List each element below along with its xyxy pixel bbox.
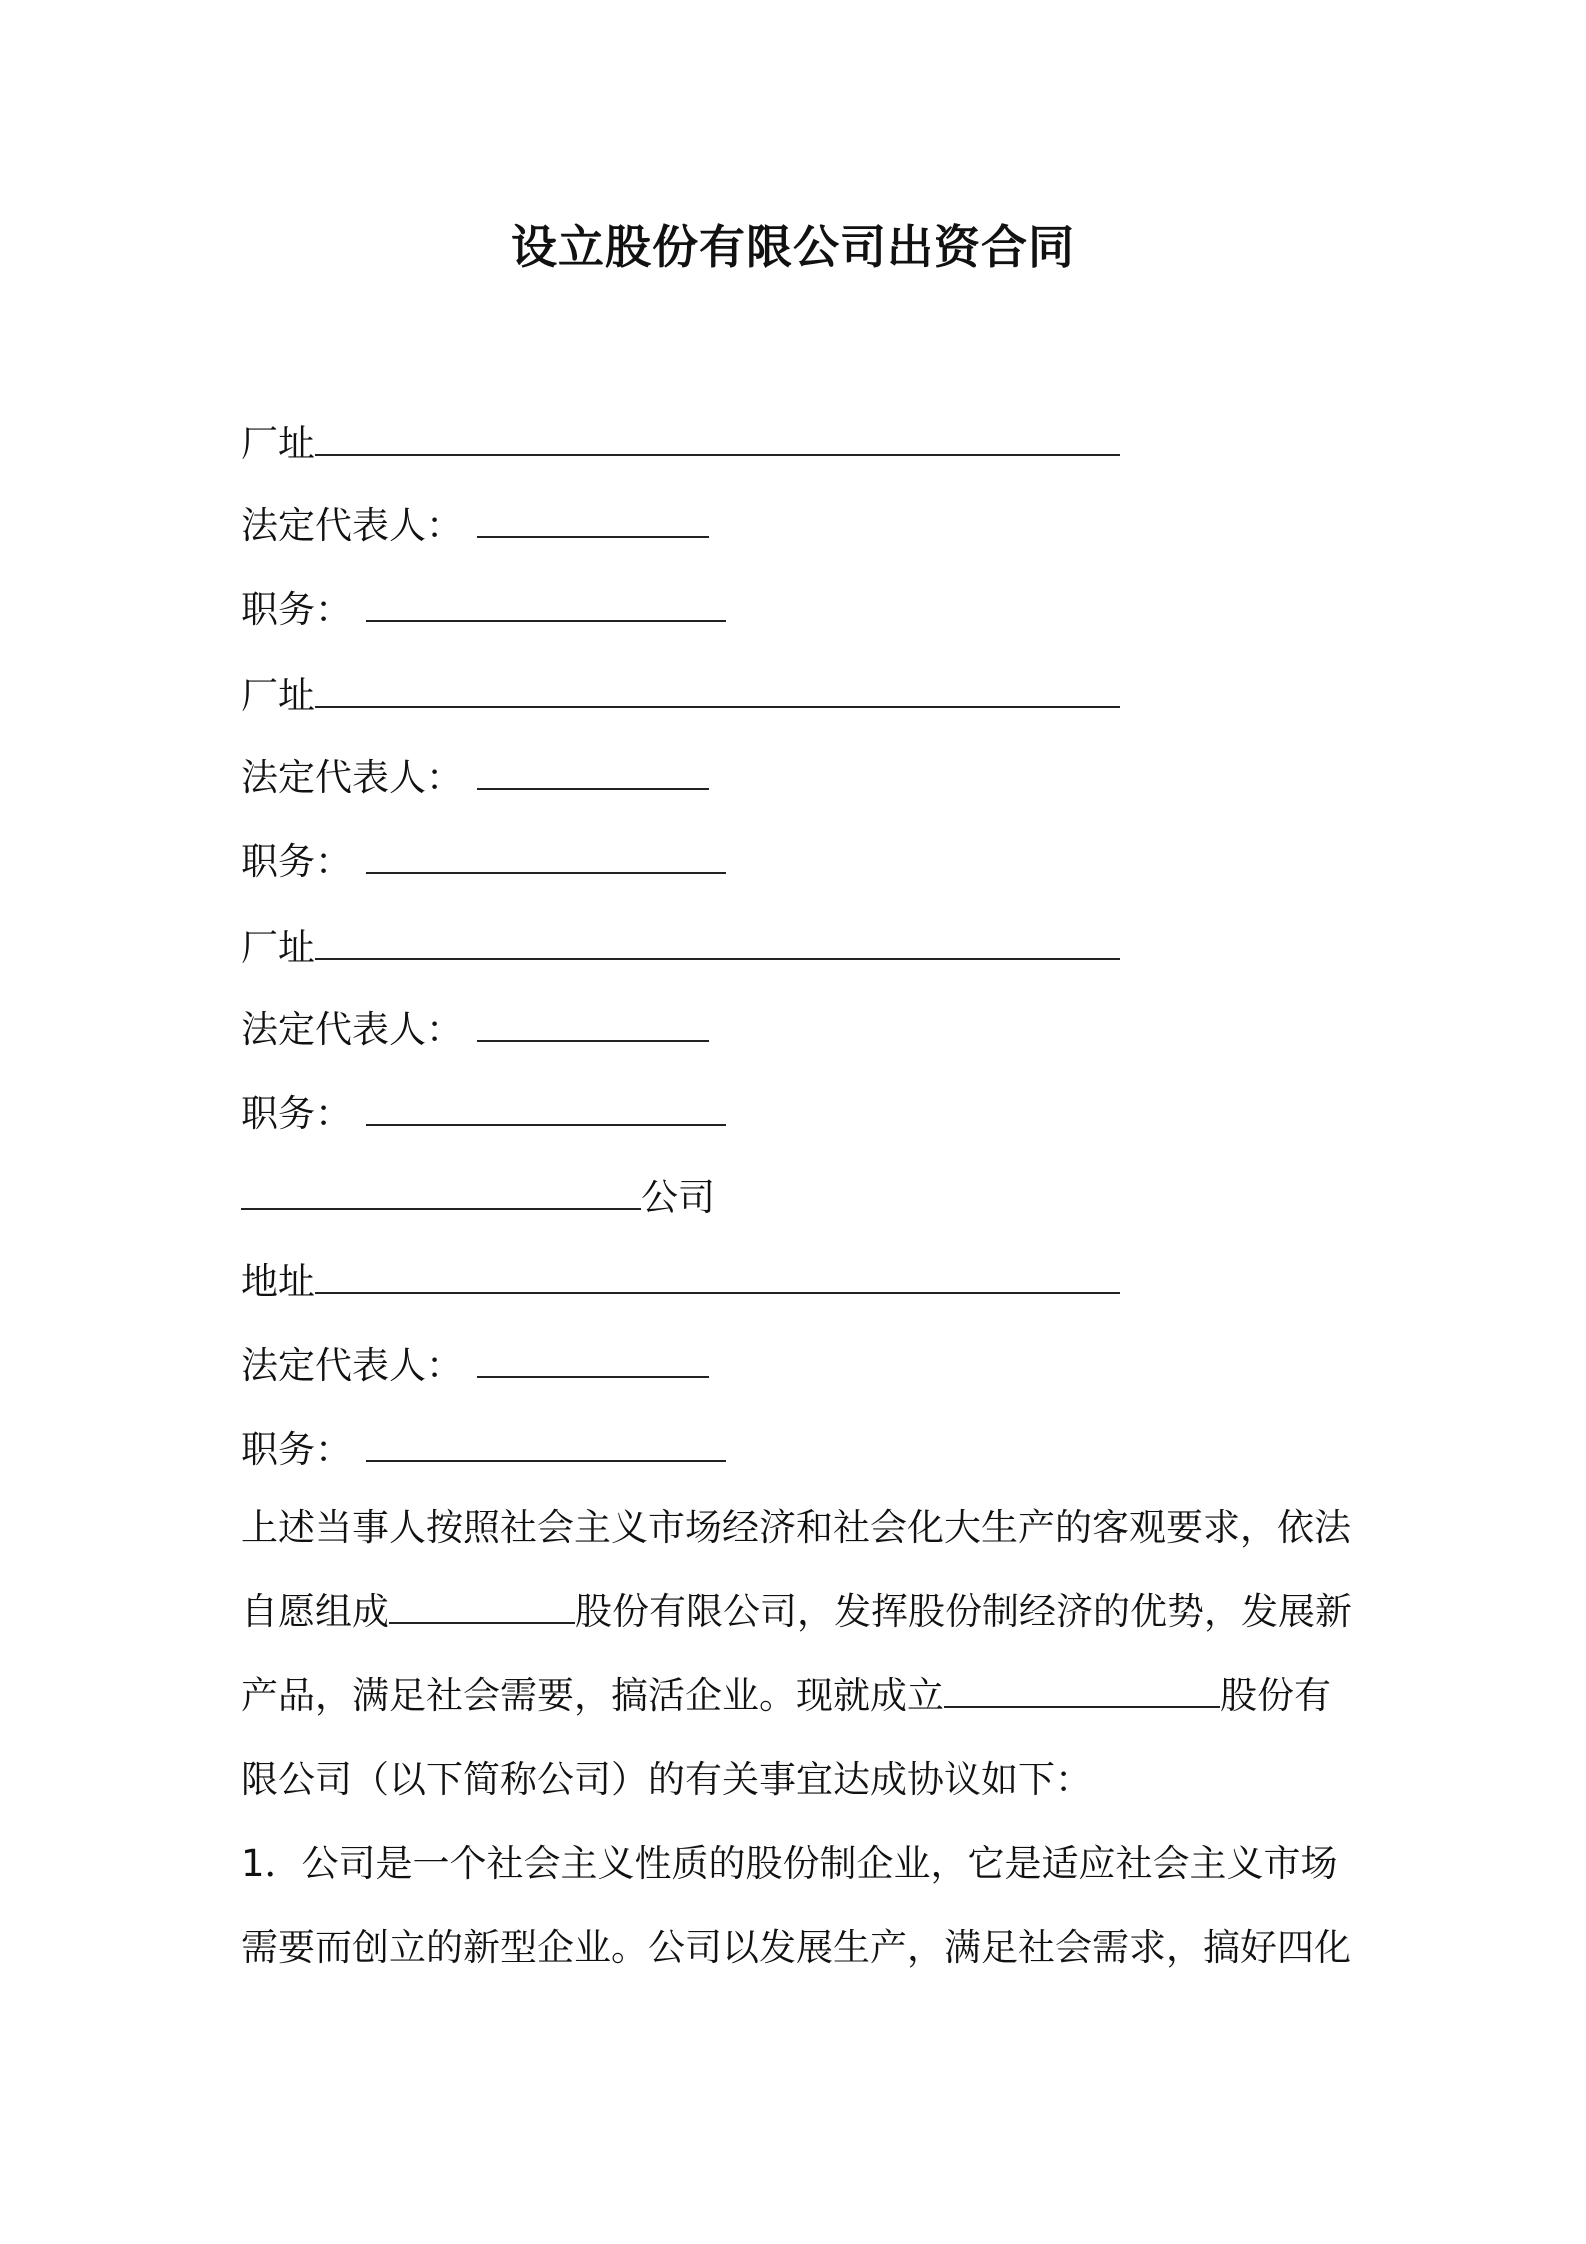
party-2-position-label: 职务：: [241, 840, 352, 883]
preamble-line-1: 上述当事人按照社会主义市场经济和社会化大生产的客观要求，依法: [241, 1506, 1351, 1549]
preamble-paragraph: [241, 1486, 1361, 1822]
party-3-position-label: 职务：: [241, 1092, 352, 1135]
party-1-position-label: 职务：: [241, 588, 352, 631]
party-1-rep-label: 法定代表人：: [241, 504, 463, 547]
party-1-address-blank[interactable]: [315, 414, 1120, 456]
company-address-blank[interactable]: [315, 1252, 1120, 1294]
party-2-address-label: 厂址: [241, 674, 315, 717]
party-3-rep-field: [241, 1000, 709, 1056]
clause-1-paragraph: [241, 1822, 1361, 1990]
party-1-rep-field: [241, 496, 709, 552]
company-rep-label: 法定代表人：: [241, 1344, 463, 1387]
party-3-position-field: [241, 1084, 726, 1140]
party-3-address-label: 厂址: [241, 926, 315, 969]
preamble-line-4: 限公司（以下简称公司）的有关事宜达成协议如下：: [241, 1758, 1092, 1801]
company-rep-blank[interactable]: [477, 1336, 709, 1378]
established-company-name-blank[interactable]: [944, 1666, 1220, 1708]
company-name-field: [241, 1168, 715, 1224]
party-2-position-field: [241, 832, 726, 888]
party-1-position-blank[interactable]: [366, 580, 726, 622]
party-3-rep-label: 法定代表人：: [241, 1008, 463, 1051]
clause-1-line-1: 1．公司是一个社会主义性质的股份制企业，它是适应社会主义市场: [241, 1842, 1338, 1885]
party-2-rep-blank[interactable]: [477, 748, 709, 790]
party-2-rep-label: 法定代表人：: [241, 756, 463, 799]
company-name-blank[interactable]: [241, 1168, 641, 1210]
stock-company-name-blank[interactable]: [389, 1582, 575, 1624]
preamble-line-2-end: 股份有限公司，发挥股份制经济的优势，发展新: [575, 1590, 1352, 1633]
preamble-line-3-start: 产品，满足社会需要，搞活企业。现就成立: [241, 1674, 944, 1717]
preamble-line-2-start: 自愿组成: [241, 1590, 389, 1633]
party-2-address-blank[interactable]: [315, 666, 1120, 708]
party-3-address-field: [241, 918, 1120, 974]
party-3-address-blank[interactable]: [315, 918, 1120, 960]
party-1-rep-blank[interactable]: [477, 496, 709, 538]
preamble-line-2: [241, 1570, 1361, 1654]
party-1-address-field: [241, 414, 1120, 470]
party-2-position-blank[interactable]: [366, 832, 726, 874]
party-1-position-field: [241, 580, 726, 636]
document-title: 设立股份有限公司出资合同: [511, 220, 1075, 274]
company-address-field: [241, 1252, 1120, 1308]
company-suffix: 公司: [641, 1176, 715, 1219]
company-position-field: [241, 1420, 726, 1476]
party-1-address-label: 厂址: [241, 422, 315, 465]
company-address-label: 地址: [241, 1260, 315, 1303]
party-3-position-blank[interactable]: [366, 1084, 726, 1126]
party-3-rep-blank[interactable]: [477, 1000, 709, 1042]
clause-1-line-2: 需要而创立的新型企业。公司以发展生产，满足社会需求，搞好四化: [241, 1926, 1351, 1969]
company-position-blank[interactable]: [366, 1420, 726, 1462]
party-2-rep-field: [241, 748, 709, 804]
company-position-label: 职务：: [241, 1428, 352, 1471]
preamble-line-3-end: 股份有: [1220, 1674, 1331, 1717]
preamble-line-3: [241, 1654, 1361, 1738]
company-rep-field: [241, 1336, 709, 1392]
party-2-address-field: [241, 666, 1120, 722]
